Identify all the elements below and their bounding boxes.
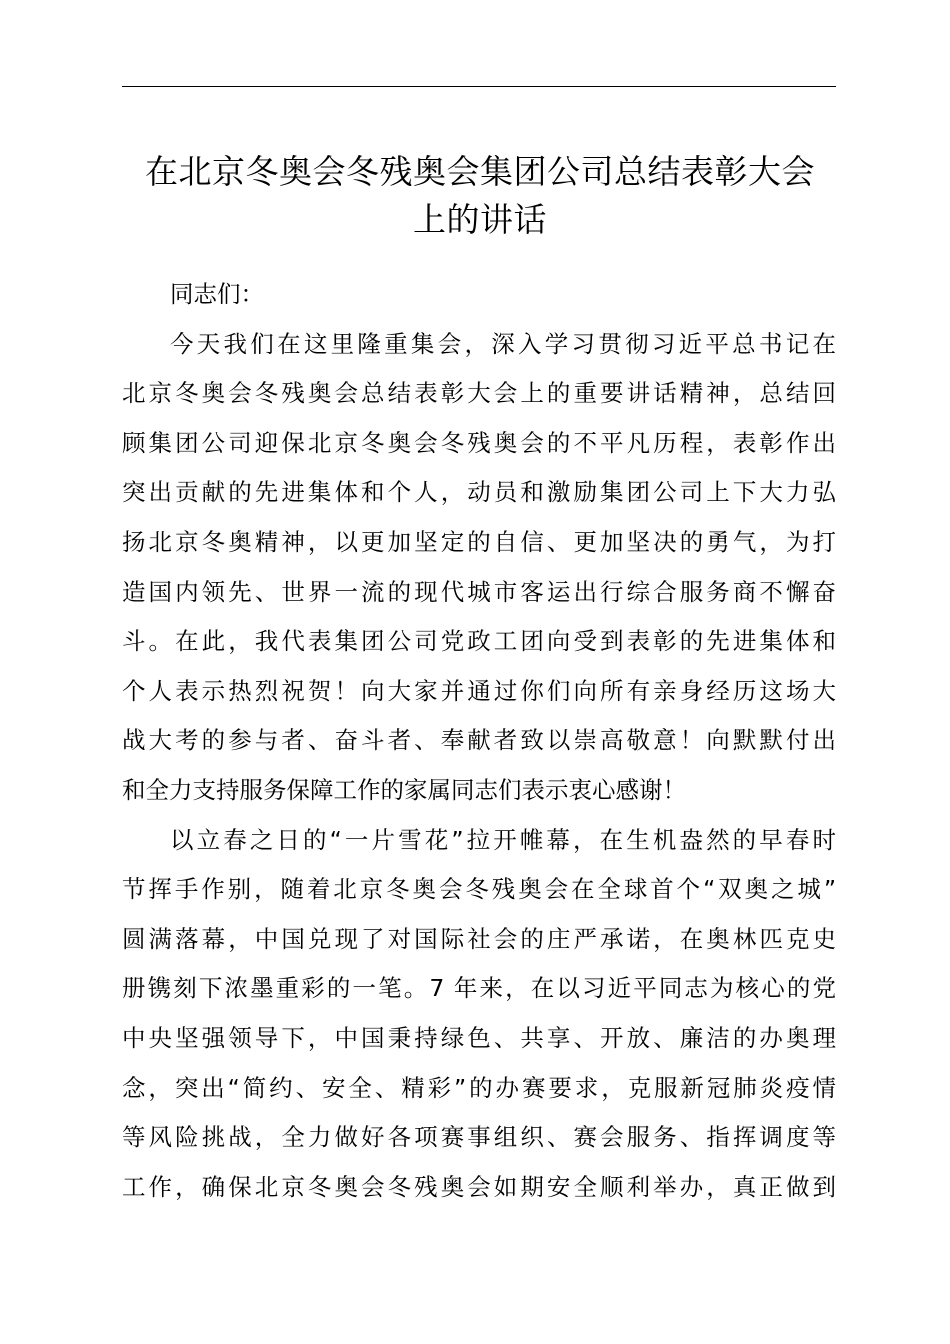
title-line-1: 在北京冬奥会冬残奥会集团公司总结表彰大会 [145,152,815,191]
paragraph-line: 念，突出“简约、安全、精彩”的办赛要求，克服新冠肺炎疫情 [122,1073,836,1102]
paragraph-line: 今天我们在这里隆重集会，深入学习贯彻习近平总书记在 [170,329,836,358]
header-rule [122,86,836,87]
paragraph-1 [122,320,836,816]
paragraph-line: 圆满落幕，中国兑现了对国际社会的庄严承诺，在奥林匹克史 [122,924,836,953]
paragraph-line: 节挥手作别，随着北京冬奥会冬残奥会在全球首个“双奥之城” [122,875,836,904]
paragraph-line: 中央坚强领导下，中国秉持绿色、共享、开放、廉洁的办奥理 [122,1023,836,1052]
paragraph-2 [122,816,836,1213]
paragraph-line: 个人表示热烈祝贺！向大家并通过你们向所有亲身经历这场大 [122,676,836,705]
paragraph-line: 扬北京冬奥精神，以更加坚定的自信、更加坚决的勇气，为打 [122,527,836,556]
paragraph-line: 斗。在此，我代表集团公司党政工团向受到表彰的先进集体和 [122,627,836,656]
document-body [122,270,836,1212]
paragraph-line: 等风险挑战，全力做好各项赛事组织、赛会服务、指挥调度等 [122,1123,836,1152]
paragraph-line: 战大考的参与者、奋斗者、奉献者致以崇高敬意！向默默付出 [122,726,836,755]
paragraph-line: 以立春之日的“一片雪花”拉开帷幕，在生机盎然的早春时 [170,825,836,854]
title-line-2: 上的讲话 [413,200,547,239]
paragraph-line: 和全力支持服务保障工作的家属同志们表示衷心感谢！ [122,775,686,804]
paragraph-line: 册镌刻下浓墨重彩的一笔。7 年来，在以习近平同志为核心的党 [122,974,836,1003]
document-title [100,148,860,244]
paragraph-line: 北京冬奥会冬残奥会总结表彰大会上的重要讲话精神，总结回 [122,379,836,408]
paragraph-line: 突出贡献的先进集体和个人，动员和激励集团公司上下大力弘 [122,478,836,507]
greeting: 同志们： [170,280,264,308]
paragraph-line: 工作，确保北京冬奥会冬残奥会如期安全顺利举办，真正做到 [122,1172,836,1201]
paragraph-line: 顾集团公司迎保北京冬奥会冬残奥会的不平凡历程，表彰作出 [122,428,836,457]
paragraph-line: 造国内领先、世界一流的现代城市客运出行综合服务商不懈奋 [122,577,836,606]
